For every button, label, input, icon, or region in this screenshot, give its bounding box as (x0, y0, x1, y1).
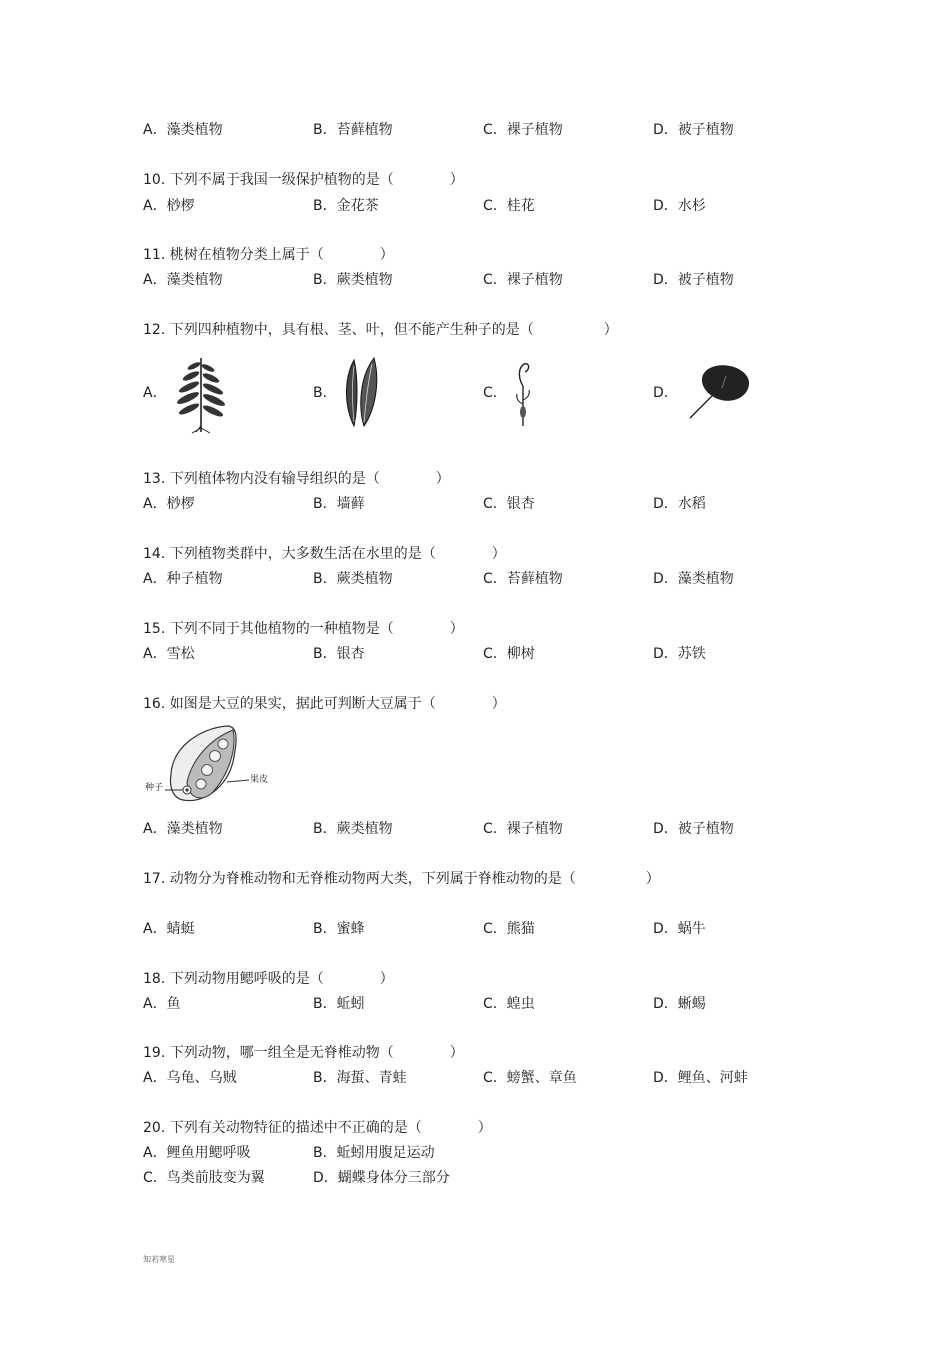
q10-option-b: B．金花茶 (313, 198, 379, 214)
soybean-pod-image (143, 722, 273, 812)
question-number: 11. (143, 247, 166, 263)
question-10 (143, 171, 464, 189)
q16-option-a: A．藻类植物 (143, 821, 223, 837)
q17-option-d: D．蜗牛 (653, 921, 706, 937)
q18-option-b: B．蚯蚓 (313, 996, 365, 1012)
question-stem: 下列有关动物特征的描述中不正确的是（ ） (169, 1120, 492, 1136)
q20-option-b: B．蚯蚓用腹足运动 (313, 1145, 435, 1161)
q16-option-d: D．被子植物 (653, 821, 734, 837)
q10-option-c: C．桂花 (483, 198, 535, 214)
question-number: 15. (143, 621, 166, 637)
q19-option-d: D．鲤鱼、河蚌 (653, 1070, 748, 1086)
q11-option-c: C．裸子植物 (483, 272, 563, 288)
question-stem: 下列不同于其他植物的一种植物是（ ） (169, 621, 464, 637)
q12-option-b: B． (313, 385, 337, 401)
question-number: 13. (143, 471, 166, 487)
question-number: 14. (143, 546, 166, 562)
q17-option-b: B．蜜蜂 (313, 921, 365, 937)
q19-option-c: C．螃蟹、章鱼 (483, 1070, 577, 1086)
q10-option-d: D．水杉 (653, 198, 706, 214)
ginkgo-leaf-image (682, 364, 752, 420)
q14-option-d: D．藻类植物 (653, 571, 734, 587)
q16-option-b: B．蕨类植物 (313, 821, 393, 837)
question-number: 10. (143, 172, 166, 188)
fern-plant-image (170, 350, 232, 434)
q13-option-a: A．桫椤 (143, 496, 195, 512)
q17-option-a: A．蜻蜓 (143, 921, 195, 937)
question-number: 18. (143, 971, 166, 987)
question-20 (143, 1119, 492, 1137)
pod-label: 果皮 (250, 775, 269, 785)
question-17 (143, 870, 660, 888)
q19-option-b: B．海蜇、青蛙 (313, 1070, 407, 1086)
seed-label: 种子 (145, 783, 164, 793)
page-footer: 知若寒星 (143, 1255, 175, 1264)
q17-option-c: C．熊猫 (483, 921, 535, 937)
question-stem: 下列植物类群中，大多数生活在水里的是（ ） (169, 546, 506, 562)
q11-option-b: B．蕨类植物 (313, 272, 393, 288)
question-number: 19. (143, 1045, 166, 1061)
question-stem: 桃树在植物分类上属于（ ） (169, 247, 394, 263)
question-16 (143, 695, 506, 713)
q18-option-a: A．鱼 (143, 996, 181, 1012)
q15-option-c: C．柳树 (483, 646, 535, 662)
question-stem: 下列动物用鳃呼吸的是（ ） (169, 971, 394, 987)
question-19 (143, 1044, 464, 1062)
q12-option-d: D． (653, 385, 678, 401)
q13-option-b: B．墙藓 (313, 496, 365, 512)
question-12 (143, 321, 618, 339)
question-14 (143, 545, 506, 563)
question-18 (143, 970, 394, 988)
q11-option-d: D．被子植物 (653, 272, 734, 288)
q14-option-a: A．种子植物 (143, 571, 223, 587)
q9-option-a: A．藻类植物 (143, 122, 223, 138)
question-11 (143, 246, 394, 264)
question-stem: 下列植体物内没有输导组织的是（ ） (169, 471, 450, 487)
seedling-plant-image (508, 356, 538, 428)
q13-option-c: C．银杏 (483, 496, 535, 512)
q9-option-c: C．裸子植物 (483, 122, 563, 138)
q18-option-d: D．蜥蜴 (653, 996, 706, 1012)
q14-option-b: B．蕨类植物 (313, 571, 393, 587)
question-stem: 下列不属于我国一级保护植物的是（ ） (169, 172, 464, 188)
question-stem: 如图是大豆的果实，据此可判断大豆属于（ ） (169, 696, 506, 712)
question-13 (143, 470, 450, 488)
q13-option-d: D．水稻 (653, 496, 706, 512)
question-number: 17. (143, 871, 166, 887)
question-stem: 下列四种植物中，具有根、茎、叶，但不能产生种子的是（ ） (169, 322, 618, 338)
q20-option-c: C．鸟类前肢变为翼 (143, 1170, 265, 1186)
q18-option-c: C．蝗虫 (483, 996, 535, 1012)
question-stem: 下列动物，哪一组全是无脊椎动物（ ） (169, 1045, 464, 1061)
question-number: 20. (143, 1120, 166, 1136)
question-number: 16. (143, 696, 166, 712)
q10-option-a: A．桫椤 (143, 198, 195, 214)
q9-option-b: B．苔藓植物 (313, 122, 393, 138)
q12-option-a: A． (143, 385, 167, 401)
q19-option-a: A．乌龟、乌贼 (143, 1070, 237, 1086)
q15-option-b: B．银杏 (313, 646, 365, 662)
question-number: 12. (143, 322, 166, 338)
q12-option-c: C． (483, 385, 507, 401)
moss-plant-image (340, 356, 382, 428)
q15-option-a: A．雪松 (143, 646, 195, 662)
q9-option-d: D．被子植物 (653, 122, 734, 138)
question-15 (143, 620, 464, 638)
q20-option-a: A．鲤鱼用鳃呼吸 (143, 1145, 251, 1161)
q16-option-c: C．裸子植物 (483, 821, 563, 837)
q15-option-d: D．苏铁 (653, 646, 706, 662)
soybean-pod-figure (143, 722, 273, 812)
q20-option-d: D．蝴蝶身体分三部分 (313, 1170, 450, 1186)
question-stem: 动物分为脊椎动物和无脊椎动物两大类，下列属于脊椎动物的是（ ） (169, 871, 660, 887)
q11-option-a: A．藻类植物 (143, 272, 223, 288)
q14-option-c: C．苔藓植物 (483, 571, 563, 587)
